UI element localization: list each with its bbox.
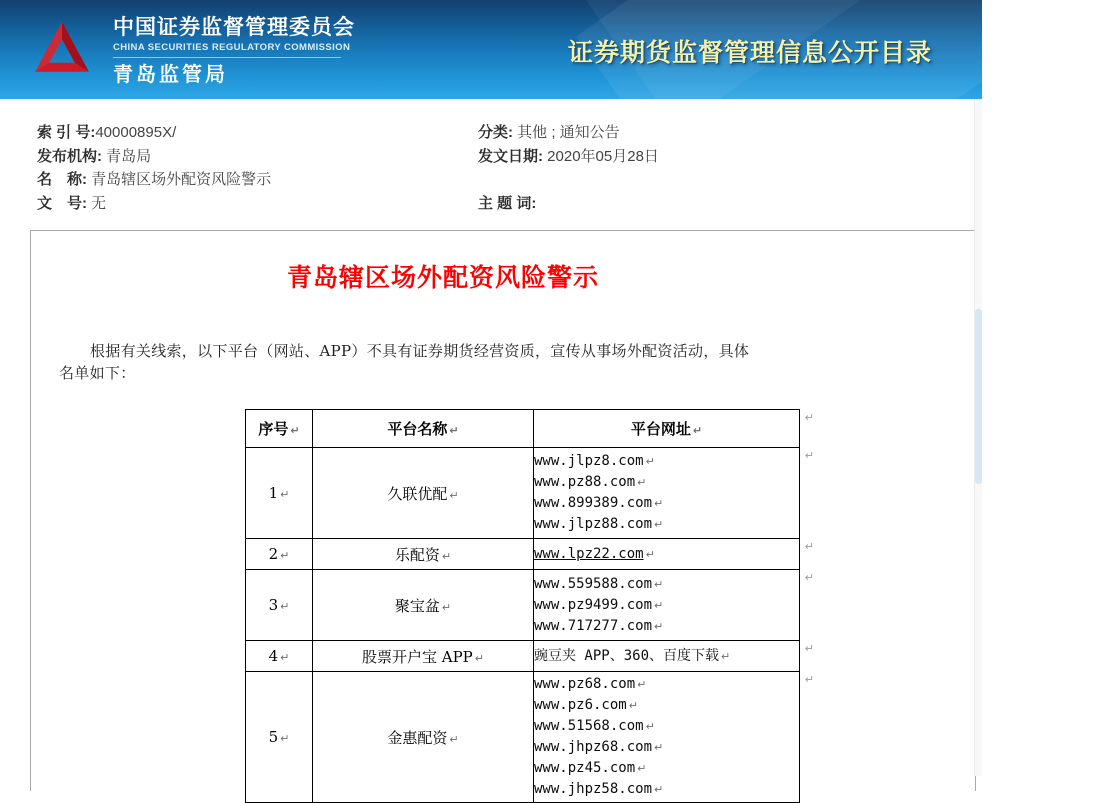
paragraph-mark-icon: ↵ <box>280 549 290 562</box>
paragraph-mark-icon: ↵ <box>804 642 814 655</box>
meta-doc-no <box>37 192 271 216</box>
meta-spacer <box>478 168 659 192</box>
url-line: www.jhpz58.com ↵ <box>534 781 664 797</box>
paragraph-mark-icon: ↵ <box>804 540 814 553</box>
meta-label: 主 题 词: <box>478 194 537 212</box>
meta-label: 发文日期: <box>478 147 543 165</box>
paragraph-mark-icon: ↵ <box>280 732 290 745</box>
paragraph-mark-icon: ↵ <box>637 762 647 775</box>
paragraph-mark-icon: ↵ <box>804 449 814 462</box>
meta-label: 发布机构: <box>37 147 102 165</box>
brand-divider <box>113 57 341 58</box>
meta-value: 青岛辖区场外配资风险警示 <box>87 171 272 188</box>
meta-left-column <box>37 121 271 215</box>
org-name-en: CHINA SECURITIES REGULATORY COMMISSION <box>113 42 351 53</box>
paragraph-mark-icon: ↵ <box>637 678 647 691</box>
url-line: 豌豆夹 APP、360、百度下载 ↵ <box>534 647 731 664</box>
paragraph-mark-icon: ↵ <box>804 411 814 424</box>
platform-name: 久联优配 ↵ <box>313 448 534 539</box>
branch-name: 青岛监管局 <box>113 64 228 86</box>
meta-value: 青岛局 <box>102 147 152 165</box>
platform-name: 股票开户宝 APP ↵ <box>313 641 534 672</box>
table-row <box>246 539 800 570</box>
org-name-cn: 中国证券监督管理委员会 <box>113 16 355 39</box>
paragraph-mark-icon: ↵ <box>280 488 290 501</box>
table-row <box>246 570 800 641</box>
url-line: www.559588.com ↵ <box>534 575 664 592</box>
paragraph-mark-icon: ↵ <box>721 649 731 663</box>
paragraph-mark-icon: ↵ <box>628 699 638 712</box>
platform-name: 金惠配资 ↵ <box>313 672 534 803</box>
table-body <box>246 448 800 803</box>
paragraph-mark-icon: ↵ <box>290 424 300 437</box>
table-row <box>246 641 800 672</box>
row-number: 2 ↵ <box>246 539 313 570</box>
meta-index-no <box>37 121 271 145</box>
header-brand <box>113 15 355 88</box>
paragraph-mark-icon: ↵ <box>654 619 664 633</box>
paragraph-mark-icon: ↵ <box>654 497 664 510</box>
platform-urls <box>534 570 800 641</box>
meta-issuer <box>37 145 271 169</box>
paragraph-mark-icon: ↵ <box>804 571 814 584</box>
row-number: 3 ↵ <box>246 570 313 641</box>
header-row <box>246 410 800 448</box>
url-line: www.pz68.com ↵ <box>534 676 647 692</box>
scrollbar-track[interactable] <box>974 99 982 776</box>
table-row <box>246 448 800 539</box>
paragraph-mark-icon: ↵ <box>654 577 664 591</box>
platform-urls <box>534 672 800 803</box>
doc-title: 青岛辖区场外配资风险警示 <box>286 263 599 292</box>
url-line: www.jhpz68.com ↵ <box>534 739 664 755</box>
platform-table-grid <box>245 409 800 803</box>
csrc-logo[interactable] <box>30 17 94 83</box>
meta-title <box>37 168 271 192</box>
platform-name: 乐配资 ↵ <box>313 539 534 570</box>
url-line: www.pz88.com ↵ <box>534 474 647 490</box>
meta-date <box>478 145 659 169</box>
row-number: 5 ↵ <box>246 672 313 803</box>
platform-urls <box>534 539 800 570</box>
paragraph-mark-icon: ↵ <box>441 600 452 614</box>
meta-label: 名 称: <box>37 171 87 188</box>
site-header <box>0 0 982 100</box>
url-line: www.pz9499.com ↵ <box>534 596 664 613</box>
paragraph-mark-icon: ↵ <box>692 424 703 437</box>
col-header-0: 序号 ↵ <box>246 410 313 448</box>
doc-intro: 根据有关线索，以下平台（网站、APP）不具有证券期货经营资质，宣传从事场外配资活动，具体名单如下： <box>59 342 750 382</box>
url-line: www.899389.com ↵ <box>534 495 664 511</box>
platform-urls <box>534 448 800 539</box>
paragraph-mark-icon: ↵ <box>654 598 664 612</box>
meta-label: 分类: <box>478 124 513 141</box>
paragraph-mark-icon: ↵ <box>804 673 814 686</box>
paragraph-mark-icon: ↵ <box>449 732 459 746</box>
paragraph-mark-icon: ↵ <box>654 783 664 796</box>
meta-label: 索 引 号: <box>37 124 96 141</box>
url-line: www.51568.com ↵ <box>534 718 655 734</box>
paragraph-mark-icon: ↵ <box>449 488 459 502</box>
paragraph-mark-icon: ↵ <box>280 600 290 613</box>
meta-right-column <box>478 121 659 215</box>
paragraph-mark-icon: ↵ <box>449 424 459 437</box>
meta-label: 文 号: <box>37 194 87 212</box>
table-head <box>246 410 800 448</box>
paragraph-mark-icon: ↵ <box>654 518 664 531</box>
meta-category <box>478 121 659 145</box>
scrollbar-thumb[interactable] <box>975 309 982 484</box>
table-row <box>246 672 800 803</box>
directory-banner: 证券期货监督管理信息公开目录 <box>567 39 932 67</box>
col-header-2: 平台网址 ↵ <box>534 410 800 448</box>
meta-value: 2020年05月28日 <box>543 147 659 165</box>
platform-table <box>245 409 814 803</box>
paragraph-mark-icon: ↵ <box>280 651 290 664</box>
paragraph-mark-icon: ↵ <box>637 476 647 489</box>
url-line: www.jlpz8.com ↵ <box>534 453 655 469</box>
meta-value: 40000895X/ <box>95 124 177 141</box>
platform-name: 聚宝盆 ↵ <box>313 570 534 641</box>
paragraph-mark-icon: ↵ <box>645 547 655 561</box>
paragraph-mark-icon: ↵ <box>441 549 452 563</box>
document-box <box>30 230 976 797</box>
url-line: www.pz45.com ↵ <box>534 760 647 776</box>
meta-keywords <box>478 192 659 216</box>
url-line: www.pz6.com ↵ <box>534 697 638 713</box>
meta-value: 无 <box>87 194 107 212</box>
paragraph-mark-icon: ↵ <box>474 651 484 665</box>
meta-value: 其他 ; 通知公告 <box>513 124 620 141</box>
paragraph-mark-icon: ↵ <box>645 455 655 468</box>
col-header-1: 平台名称 ↵ <box>313 410 534 448</box>
platform-urls <box>534 641 800 672</box>
url-line: www.jlpz88.com ↵ <box>534 516 664 532</box>
row-number: 4 ↵ <box>246 641 313 672</box>
paragraph-mark-icon: ↵ <box>654 741 664 754</box>
url-line: www.lpz22.com ↵ <box>534 545 655 562</box>
doc-meta <box>0 99 982 230</box>
url-line: www.717277.com ↵ <box>534 617 664 634</box>
row-number: 1 ↵ <box>246 448 313 539</box>
paragraph-mark-icon: ↵ <box>645 720 655 733</box>
